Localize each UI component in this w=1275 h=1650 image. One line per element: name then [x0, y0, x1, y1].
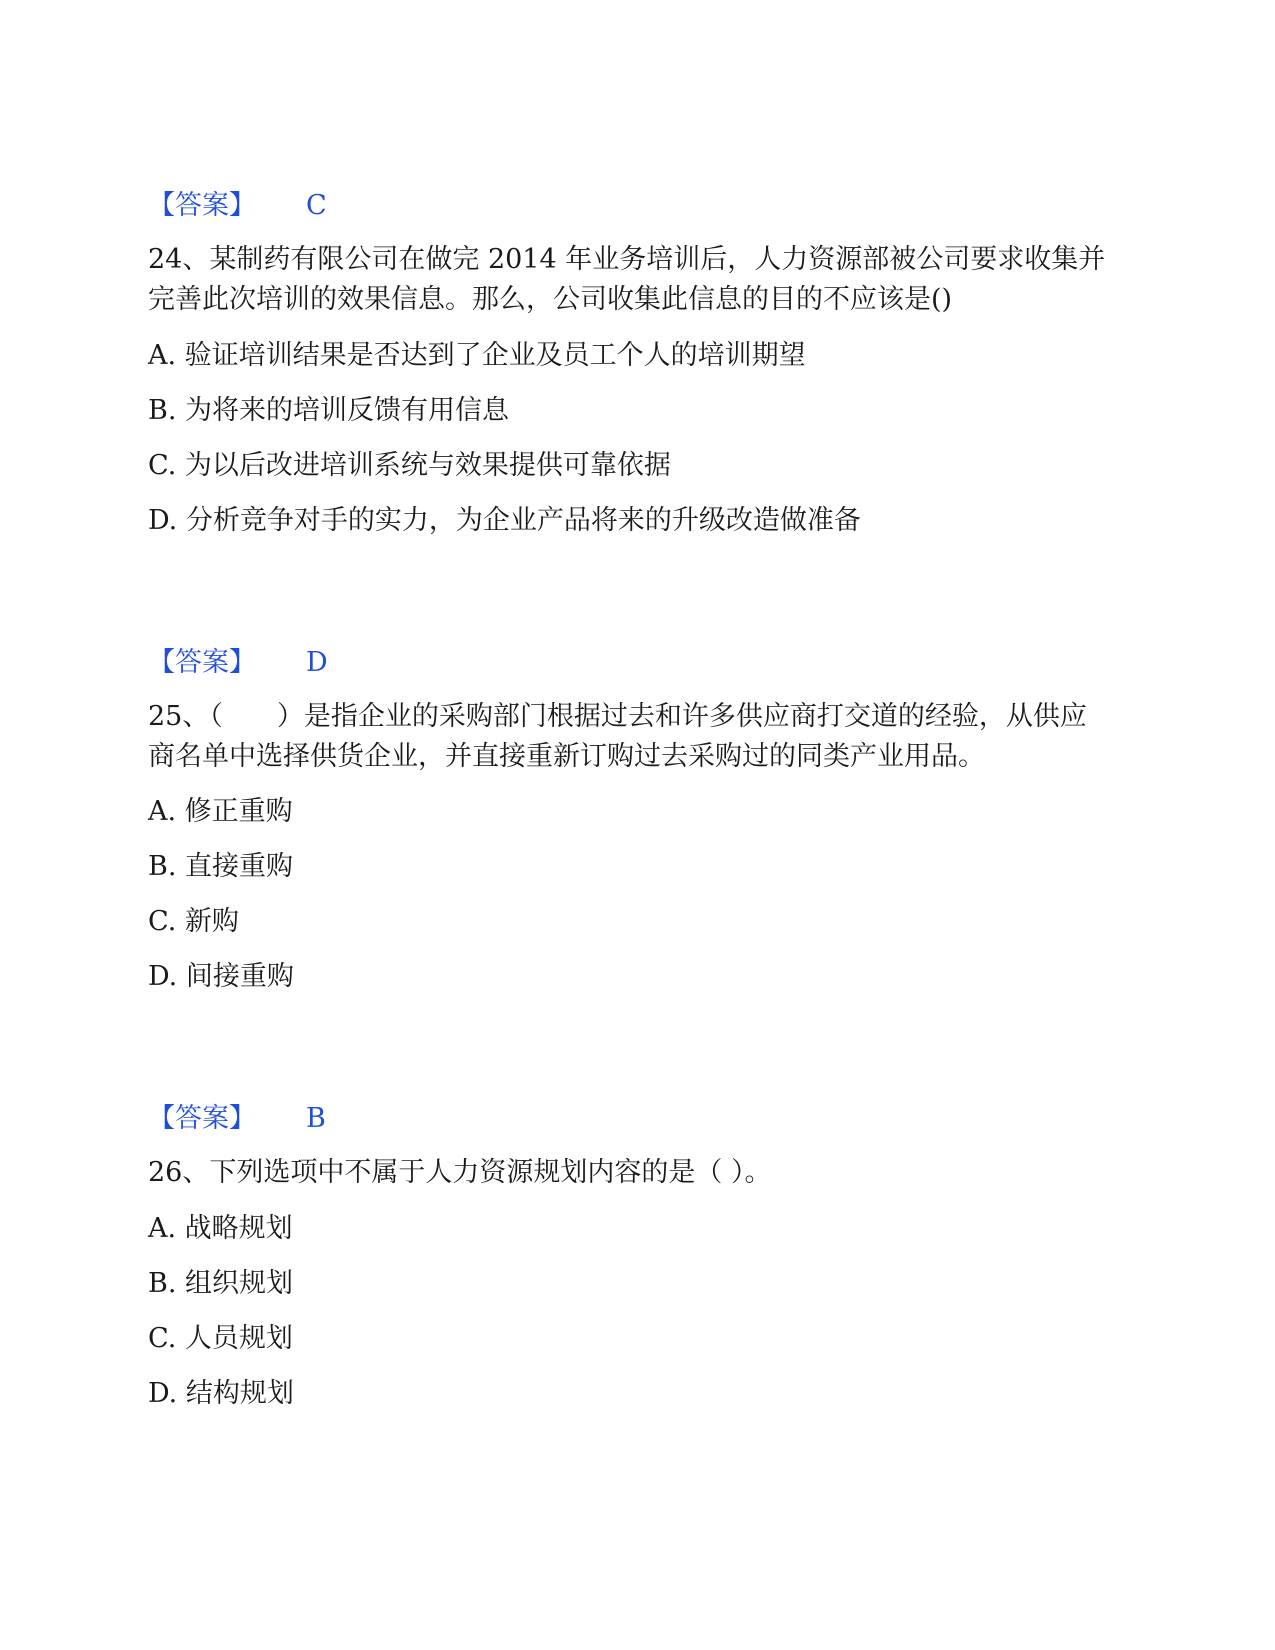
- answer-label: 【答案】: [148, 1103, 256, 1134]
- option-b: B. 为将来的培训反馈有用信息: [148, 395, 510, 426]
- option-d: D. 分析竞争对手的实力，为企业产品将来的升级改造做准备: [148, 505, 861, 536]
- option-c: C. 为以后改进培训系统与效果提供可靠依据: [148, 450, 671, 481]
- answer-value: C: [306, 190, 327, 221]
- answer-line: [148, 645, 328, 681]
- question-text: 26、下列选项中不属于人力资源规划内容的是（ ）。: [148, 1157, 772, 1188]
- option-a: A. 验证培训结果是否达到了企业及员工个人的培训期望: [148, 340, 806, 371]
- option-d: D. 间接重购: [148, 961, 294, 992]
- option-a: A. 战略规划: [148, 1213, 293, 1244]
- option-c: C. 新购: [148, 906, 239, 937]
- option-b: B. 组织规划: [148, 1268, 294, 1299]
- question-text: 25、（ ）是指企业的采购部门根据过去和许多供应商打交道的经验，从供应商名单中选择供货企业，并直接重新订购过去采购过的同类产业用品。: [148, 701, 1087, 772]
- option-c: C. 人员规划: [148, 1323, 293, 1354]
- answer-value: D: [306, 647, 328, 678]
- answer-value: B: [306, 1103, 326, 1134]
- answer-line: [148, 188, 327, 224]
- option-b: B. 直接重购: [148, 851, 294, 882]
- option-a: A. 修正重购: [148, 796, 293, 827]
- answer-label: 【答案】: [148, 647, 256, 678]
- option-d: D. 结构规划: [148, 1378, 294, 1409]
- question-text: 24、某制药有限公司在做完 2014 年业务培训后，人力资源部被公司要求收集并完善此次培训的效果信息。那么，公司收集此信息的目的不应该是(): [148, 244, 1106, 315]
- answer-label: 【答案】: [148, 190, 256, 221]
- answer-line: [148, 1101, 326, 1137]
